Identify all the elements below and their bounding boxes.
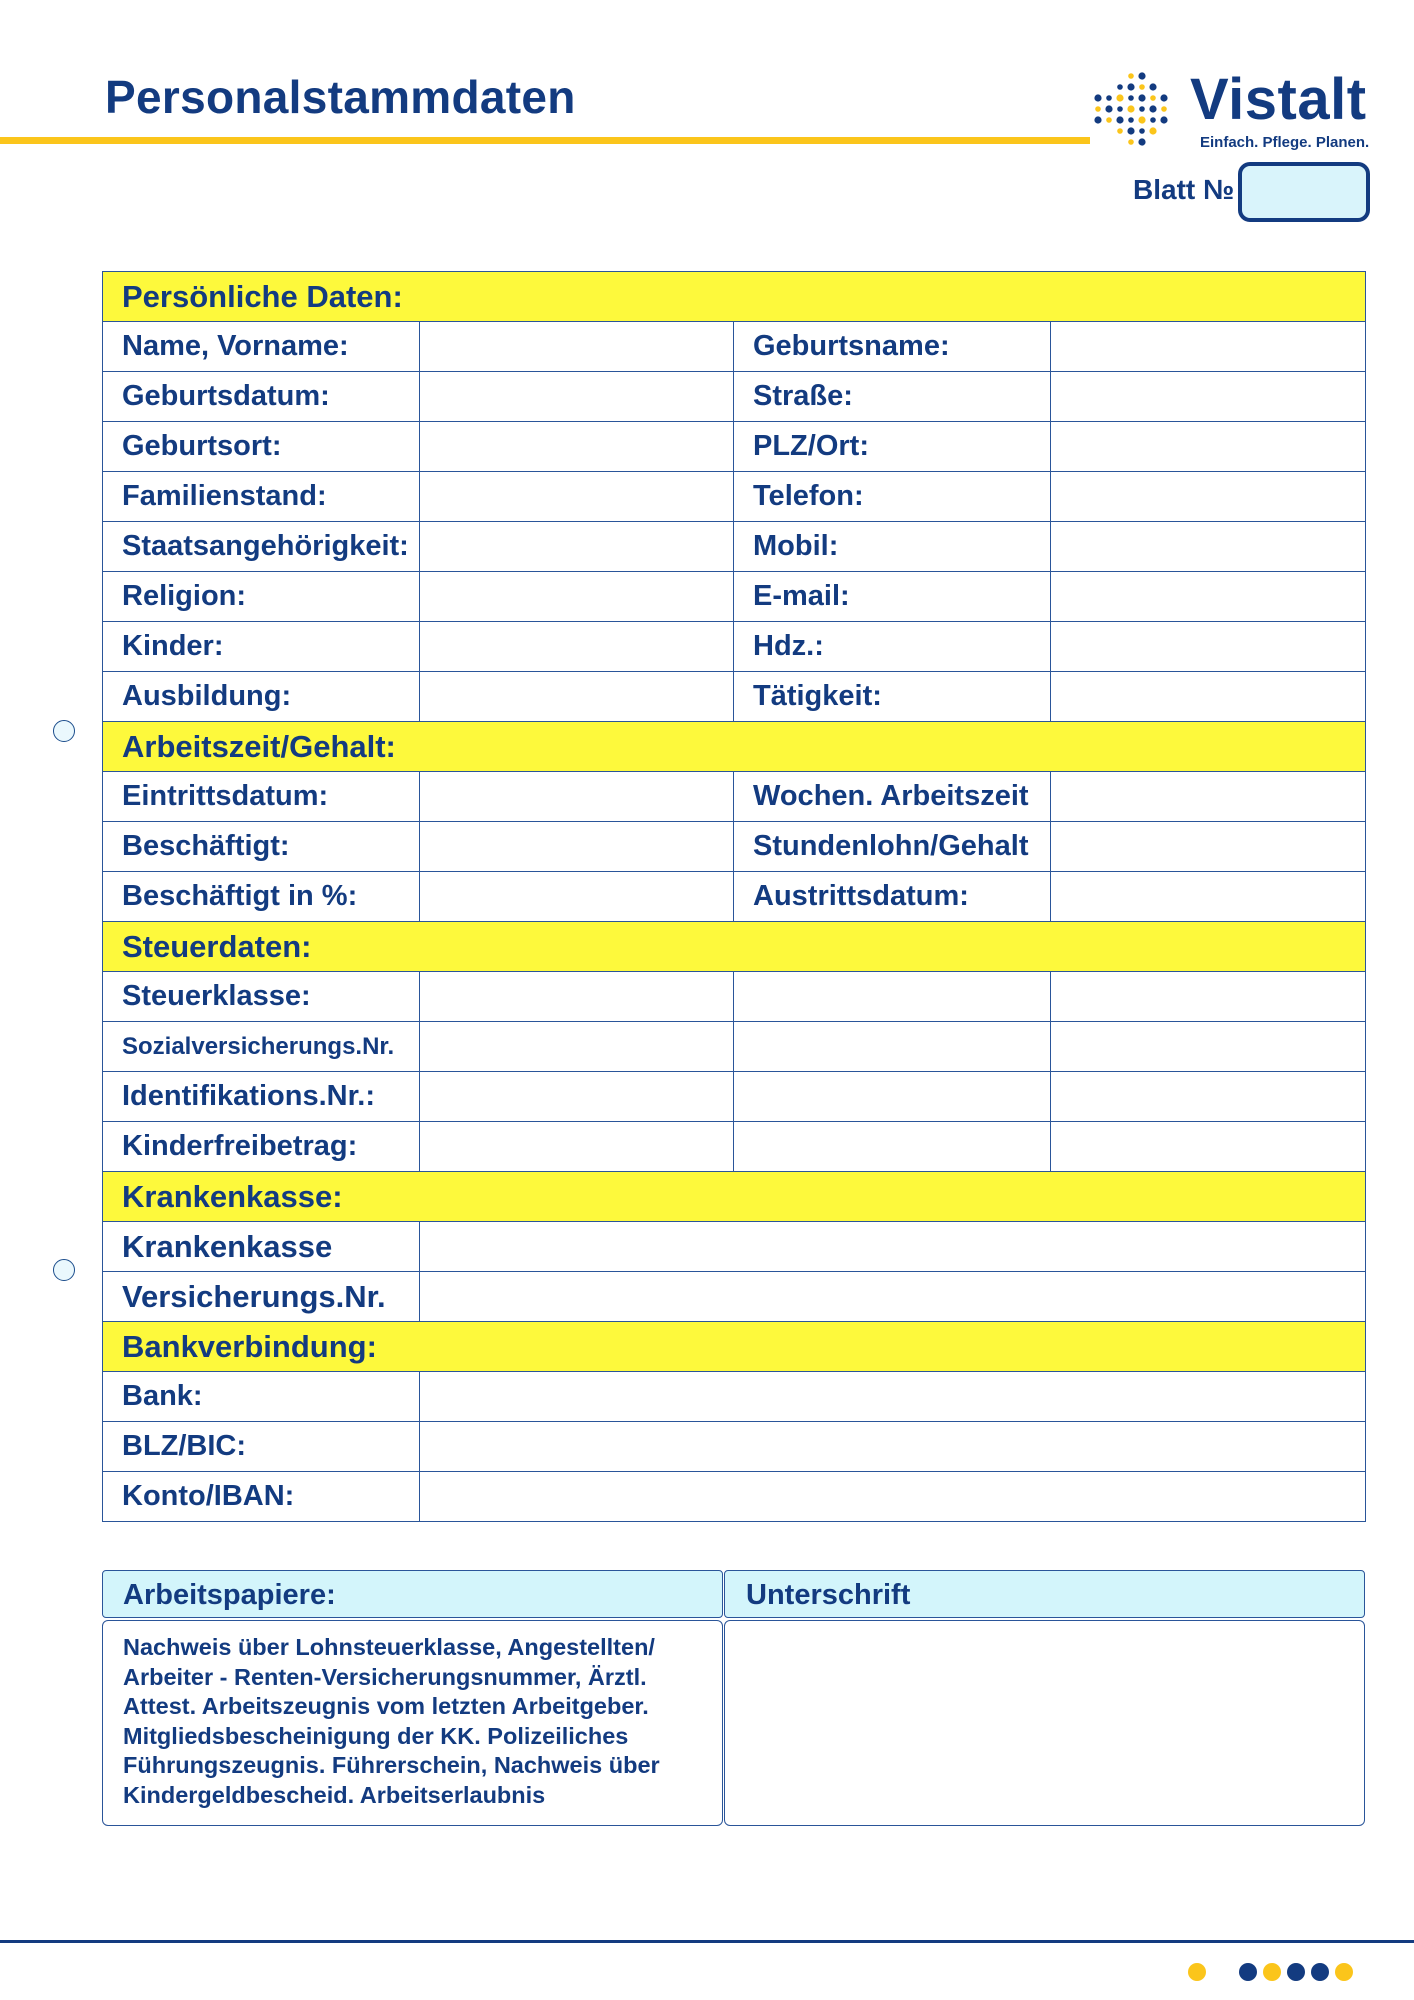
section-heading-bank: Bankverbindung: — [103, 1322, 1366, 1372]
bank-input-cell[interactable] — [420, 1372, 1366, 1422]
tax-class-input-cell[interactable] — [734, 972, 1051, 1022]
field-label: Austrittsdatum: — [734, 872, 1051, 922]
logo-dot — [1150, 95, 1156, 101]
footer-dots-icon — [1185, 1958, 1365, 1986]
social-security-input-cell[interactable] — [734, 1022, 1051, 1072]
logo-dot — [1127, 105, 1134, 112]
zip-city-input-cell[interactable] — [1051, 422, 1366, 472]
field-label: Beschäftigt in %: — [103, 872, 420, 922]
field-label: Konto/IBAN: — [103, 1472, 420, 1522]
footer-rule — [0, 1940, 1414, 1943]
birth-date-input-cell[interactable] — [420, 372, 734, 422]
employed-input-cell[interactable] — [420, 822, 734, 872]
weekly-hours-input-cell[interactable] — [1051, 772, 1366, 822]
social-security-input-cell[interactable] — [420, 1022, 734, 1072]
logo-dot — [1161, 106, 1167, 112]
nationality-input-cell[interactable] — [420, 522, 734, 572]
field-label: Geburtsdatum: — [103, 372, 420, 422]
field-label: Kinderfreibetrag: — [103, 1122, 420, 1172]
religion-input-cell[interactable] — [420, 572, 734, 622]
field-label: BLZ/BIC: — [103, 1422, 420, 1472]
logo-dot — [1106, 95, 1112, 101]
field-label: Hdz.: — [734, 622, 1051, 672]
section-heading-health-insurance: Krankenkasse: — [103, 1172, 1366, 1222]
logo-dot — [1117, 128, 1123, 134]
personnel-form-table — [102, 271, 1366, 1522]
entry-date-input-cell[interactable] — [420, 772, 734, 822]
field-label: Straße: — [734, 372, 1051, 422]
field-label: Sozialversicherungs.Nr. — [103, 1022, 420, 1072]
logo-dot — [1128, 73, 1134, 79]
field-label: Versicherungs.Nr. — [103, 1272, 420, 1322]
logo-dot — [1138, 72, 1145, 79]
field-label: Ausbildung: — [103, 672, 420, 722]
logo-dot — [1116, 116, 1123, 123]
logo-dot — [1127, 83, 1134, 90]
field-label: Kinder: — [103, 622, 420, 672]
field-label: Bank: — [103, 1372, 420, 1422]
iban-input-cell[interactable] — [420, 1472, 1366, 1522]
punch-hole-marker — [53, 720, 75, 742]
birth-name-input-cell[interactable] — [1051, 322, 1366, 372]
field-label: Krankenkasse — [103, 1222, 420, 1272]
child-allowance-input-cell[interactable] — [420, 1122, 734, 1172]
section-heading-tax: Steuerdaten: — [103, 922, 1366, 972]
logo-dot — [1149, 105, 1156, 112]
child-allowance-input-cell[interactable] — [734, 1122, 1051, 1172]
logo-dot — [1160, 94, 1167, 101]
logo-dot — [1094, 94, 1101, 101]
field-label: E-mail: — [734, 572, 1051, 622]
work-papers-heading: Arbeitspapiere: — [102, 1570, 723, 1618]
logo-dot — [1150, 117, 1156, 123]
logo-dot — [1160, 116, 1167, 123]
logo-tagline: Einfach. Pflege. Planen. — [1200, 134, 1370, 151]
sheet-number-field[interactable] — [1238, 162, 1370, 222]
tax-id-input-cell[interactable] — [420, 1072, 734, 1122]
title-underline — [0, 137, 1090, 144]
marital-status-input-cell[interactable] — [420, 472, 734, 522]
field-label: Name, Vorname: — [103, 322, 420, 372]
work-papers-box — [102, 1620, 723, 1826]
logo-dot — [1117, 84, 1123, 90]
section-heading-worktime: Arbeitszeit/Gehalt: — [103, 722, 1366, 772]
hdz-input-cell[interactable] — [1051, 622, 1366, 672]
logo-dot — [1095, 106, 1101, 112]
field-label: Familienstand: — [103, 472, 420, 522]
insurance-number-input-cell[interactable] — [420, 1272, 1366, 1322]
field-label: Beschäftigt: — [103, 822, 420, 872]
logo-dot — [1139, 84, 1145, 90]
logo-dot — [1116, 94, 1123, 101]
field-label: Tätigkeit: — [734, 672, 1051, 722]
logo-wordmark: Vistalt — [1190, 67, 1367, 132]
field-label: Staatsangehörigkeit: — [103, 522, 420, 572]
field-label: PLZ/Ort: — [734, 422, 1051, 472]
logo-dot — [1127, 127, 1134, 134]
section-heading-personal: Persönliche Daten: — [103, 272, 1366, 322]
field-label: Stundenlohn/Gehalt — [734, 822, 1051, 872]
logo-dot — [1138, 138, 1145, 145]
tax-id-input-cell[interactable] — [1051, 1072, 1366, 1122]
page-title: Personalstammdaten — [105, 71, 576, 123]
logo-dot — [1094, 116, 1101, 123]
email-input-cell[interactable] — [1051, 572, 1366, 622]
children-input-cell[interactable] — [420, 622, 734, 672]
logo-dot — [1139, 128, 1145, 134]
phone-input-cell[interactable] — [1051, 472, 1366, 522]
tax-class-input-cell[interactable] — [1051, 972, 1366, 1022]
logo-dot — [1138, 116, 1145, 123]
field-label: Steuerklasse: — [103, 972, 420, 1022]
tax-class-input-cell[interactable] — [420, 972, 734, 1022]
mobile-input-cell[interactable] — [1051, 522, 1366, 572]
social-security-input-cell[interactable] — [1051, 1022, 1366, 1072]
logo-dot — [1105, 105, 1112, 112]
exit-date-input-cell[interactable] — [1051, 872, 1366, 922]
field-label: Wochen. Arbeitszeit — [734, 772, 1051, 822]
field-label: Eintrittsdatum: — [103, 772, 420, 822]
wage-input-cell[interactable] — [1051, 822, 1366, 872]
birth-place-input-cell[interactable] — [420, 422, 734, 472]
child-allowance-input-cell[interactable] — [1051, 1122, 1366, 1172]
signature-box[interactable] — [724, 1620, 1365, 1826]
occupation-input-cell[interactable] — [1051, 672, 1366, 722]
logo-dot — [1117, 106, 1123, 112]
logo-dot — [1149, 127, 1156, 134]
field-label: Geburtsname: — [734, 322, 1051, 372]
name-input-cell[interactable] — [420, 322, 734, 372]
sheet-number-label: Blatt № — [1133, 174, 1235, 205]
logo-dot — [1128, 95, 1134, 101]
tax-id-input-cell[interactable] — [734, 1072, 1051, 1122]
field-label: Mobil: — [734, 522, 1051, 572]
field-label: Telefon: — [734, 472, 1051, 522]
employment-percent-input-cell[interactable] — [420, 872, 734, 922]
logo-dot — [1149, 83, 1156, 90]
education-input-cell[interactable] — [420, 672, 734, 722]
logo-dot — [1139, 106, 1145, 112]
logo-dot — [1138, 94, 1145, 101]
field-label: Geburtsort: — [103, 422, 420, 472]
field-label: Identifikations.Nr.: — [103, 1072, 420, 1122]
work-papers-text: Nachweis über Lohnsteuerklasse, Angestellten/ Arbeiter - Renten-Versicherungsnummer, Ärztl. Attest. Arbeitszeugnis vom letzten Arbeitgeber. Mitgliedsbescheinigung der KK. Polizeiliches Führungszeugnis. Führerschein, Nachweis über Kindergeldbescheid. Arbeitserlaubnis — [123, 1634, 660, 1808]
signature-heading: Unterschrift — [724, 1570, 1365, 1618]
bic-input-cell[interactable] — [420, 1422, 1366, 1472]
street-input-cell[interactable] — [1051, 372, 1366, 422]
field-label: Religion: — [103, 572, 420, 622]
health-insurance-input-cell[interactable] — [420, 1222, 1366, 1272]
punch-hole-marker — [53, 1259, 75, 1281]
logo-dot — [1106, 117, 1112, 123]
logo-dot — [1128, 117, 1134, 123]
logo-dot — [1128, 139, 1134, 145]
